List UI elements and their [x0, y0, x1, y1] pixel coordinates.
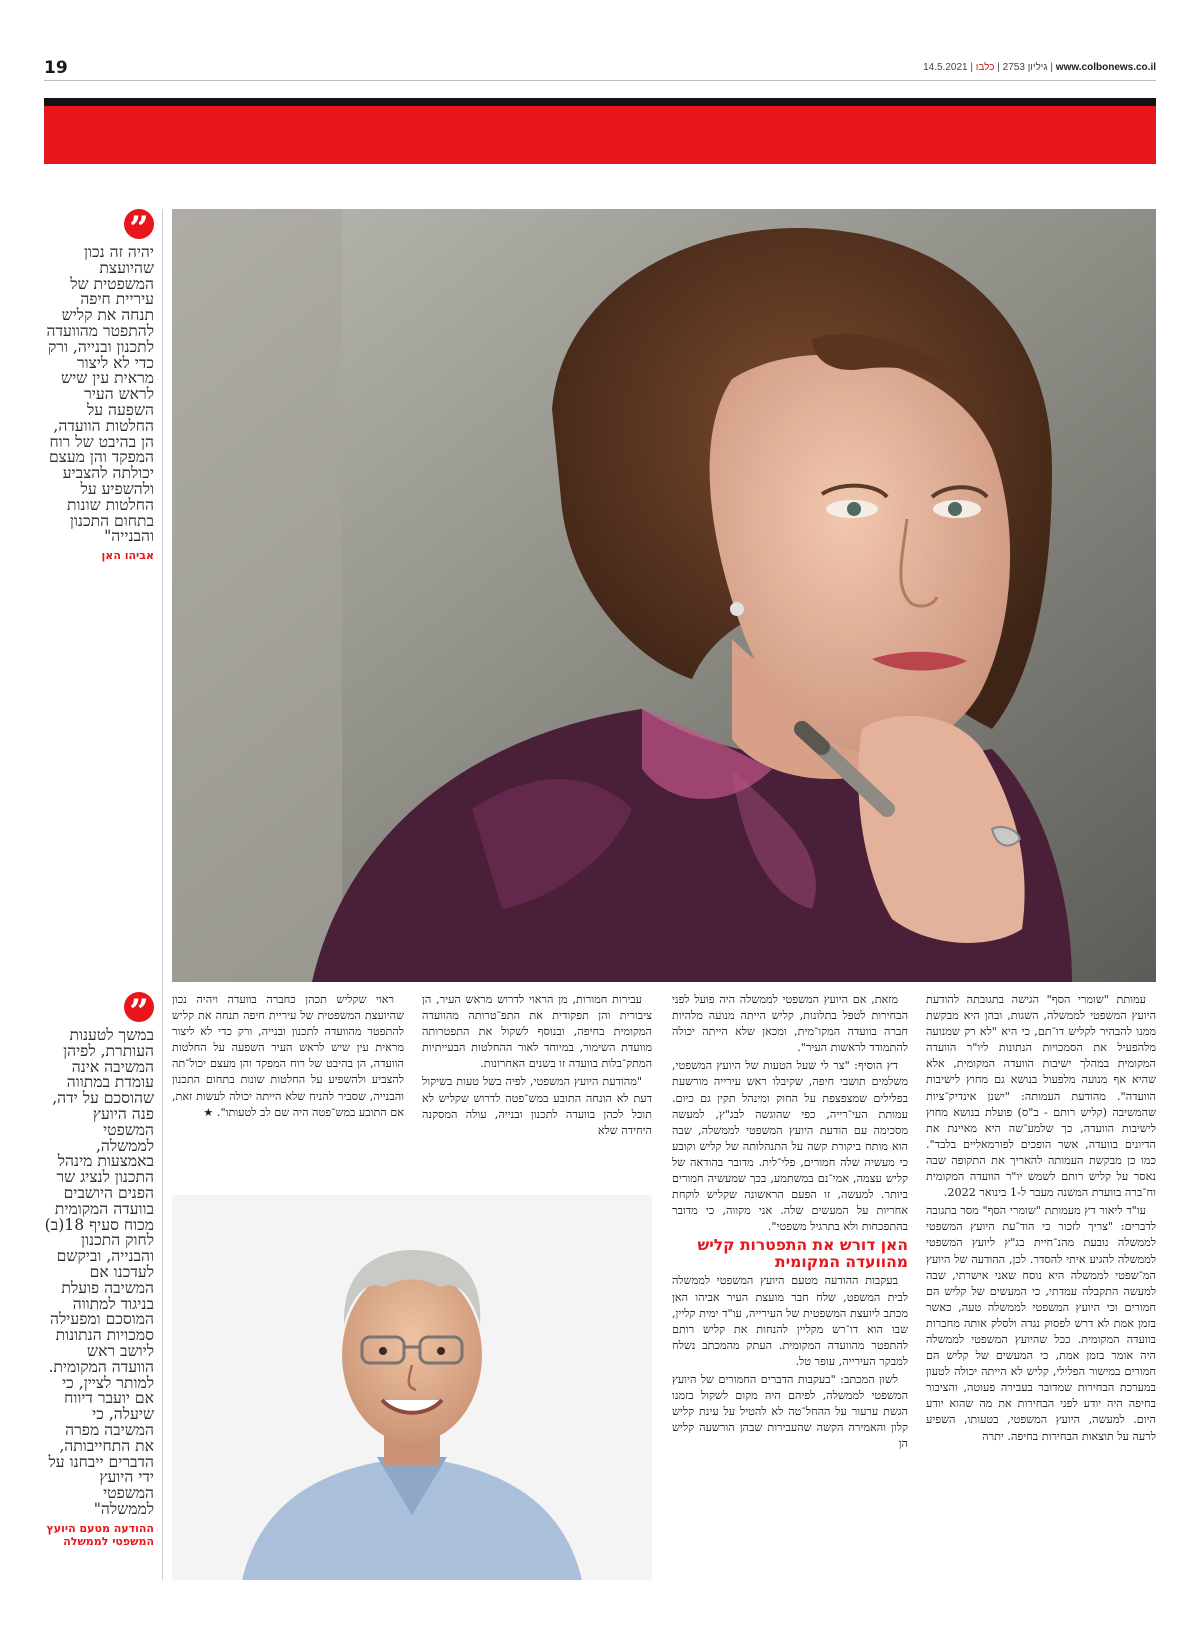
portrait-photo: [172, 1195, 652, 1580]
folio: 14.5.2021 | גיליון 2753 | כלבו | www.colbonews.co.il: [923, 62, 1156, 73]
article-column-1: [926, 992, 1156, 1447]
article-paragraph: בעקבות ההודעה מטעם היועץ המשפטי לממשלה לבית המשפט, שלח חבר מועצת העיר אביהו האן מכתב ליועצת המשפטית של העירייה, עו"ד ימית קליין, שבו הוא דו־רש מקליין להנחות את קליש רותם להתפטר מהוועדה המקומית. העתק מהמכתב נשלח למבקר העירייה, עופר טל.: [672, 1274, 908, 1368]
woman-portrait-icon: [172, 209, 1156, 982]
page-number: 19: [44, 58, 68, 78]
article-column-2: [672, 992, 908, 1454]
article-column-3: [422, 992, 652, 1141]
article-paragraph: עמותת "שומרי הסף" הגישה בתגובתה להודעת היועץ המשפטי לממשלה, השגות, ובהן היא מבקשת ממנו להבהיר לקליש דו־תם, כי היא "לא רק שמנועה מלהפעיל את הסמכויות הנתונות ליו"ר הוועדה המקומית במהלך ישיבות הוועדה המקומית, אלא שהיא אף מנועה מלפעול בנושא גם מחוץ לישיבות הוועדה". מהודעת העמותה: "ישנן אינדיק־ציות שהמשיבה (קליש רותם - ב"ס) פועלת בנושא מחוץ לישיבות הוועדה, כך שלמע־שה היא מאיינת את הדיונים בוועדה, אשר הופכים לפורמאליים בלבד". כמו כן מבקשת העמותה להאריך את התקופה שבה נאסר על קליש רותם לשמש יו"ר הוועדה המקומית וח־ברה בוועדת המשנה מעבר ל-1 בינואר 2022.: [926, 993, 1156, 1200]
pull-quote-1-credit: אביהו האן: [101, 549, 154, 563]
folio-issue: גיליון 2753: [1002, 62, 1048, 73]
folio-date: 14.5.2021: [923, 62, 968, 73]
pull-quote-1: [44, 209, 154, 562]
pull-quote-2: [44, 992, 154, 1548]
article-paragraph: עבירות חמורות, מן הראוי לדרוש מראש העיר, הן ציבורית והן תפקודית את התפ־טרותה מהוועדה המקומית בחיפה, ובנוסף לשקול את התפטרותה מוועדת השימור, במיוחד לאור ההחלטות הבעייתיות המתק־בלות בוועדה זו בשנים האחרונות.: [422, 993, 652, 1071]
article-paragraph: לשון המכתב: "בעקבות הדברים החמורים של היועץ המשפטי לממשלה, לפיהם היה מקום לשקול בזמנו הגשת ערעור על ההחל־טה לא להטיל על עינת קליש קלון והאמירה הקשה שהעבירות שבהן הורשעה קליש הן: [672, 1372, 908, 1451]
article-paragraph: ראוי שקליש תכהן כחברה בוועדה ויהיה נכון שהיועצת המשפטית של עיריית חיפה תנחה את קליש להתפטר מהוועדה לתכנון ובנייה, ורק כדי לא ליצור מראית עין שיש לראש העיר השפעה על החלטות הוועדה, הן בהיבט של רוח המפקד והן מעצם יכול־תה להצביע ולהשפיע על החלטות שונות בתחום התכנון והבנייה, שסביר להניח שלא הייתה יכולה לעשות זאת, אם התובע במש־פטה היה שם לב לטעותו". ★: [172, 993, 404, 1119]
article-paragraph: דץ הוסיף: "צר לי שעל הטעות של היועץ המשפטי, משלמים תושבי חיפה, שקיבלו ראש עירייה מורשעת בפלילים שמצפצפת על החוק ומינהל תקין גם כיום. עמותת העי־רייה, כפי שהוגשה לבג"ץ, למעשה מסכימה עם הודעת היועץ המשפטי לממשלה, שבה הוא מותח ביקורת קשה על התנהלותה של קליש וקובע כי מעשיה שלה חמורים, פלי־לית. מדובר בהודאה של קליש עצמה, אמי־נם במשתמע, בכך שמעשיה חמורים ביותר. למעשה, זו הפעם הראשונה שקליש לוקחת אחריות על המעשים שלה. אני מקווה, כי מדובר בהתפכחות ולא בתרגיל משפטי".: [672, 1059, 908, 1234]
pull-quote-2-credit: ההודעה מטעם היועץ המשפטי לממשלה: [46, 1521, 154, 1548]
header-rule: [44, 80, 1156, 81]
quote-mark-icon: ”: [124, 992, 154, 1022]
article-column-4: [172, 992, 404, 1123]
pull-quote-1-text: יהיה זה נכון שהיועצת המשפטית של עיריית חיפה תנחה את קליש להתפטר מהוועדה לתכנון ובנייה, ורק כדי לא ליצור מראית עין שיש לראש העיר השפעה על החלטות הוועדה, הן בהיבט של רוח המפקד והן מעצם יכולתה להצביע ולהשפיע על החלטות שונות בתחום התכנון והבנייה": [46, 243, 154, 546]
pull-quote-2-text: במשך לטענות העותרת, לפיהן המשיבה אינה עומדת במתווה שהוסכם על ידה, פנה היועץ המשפטי לממשלה, באמצעות מינהל התכנון לנציג שר הפנים היושבים בוועדה המקומית מכוח סעיף 18(ב) לחוק התכנון והבנייה, וביקשם לעדכנו אם המשיבה פועלת בניגוד למתווה המוסכם ומפעילה סמכויות הנתונות ליושב ראש הוועדה המקומית. למותר לציין, כי אם יועבר דיווח שיעלה, כי המשיבה מפרה את התחייבותה, הדברים ייבחנו על ידי היועץ המשפטי לממשלה": [44, 1026, 154, 1518]
man-portrait-icon: [172, 1195, 652, 1580]
article-paragraph: "מהודעת היועץ המשפטי, לפיה בשל טעות בשיקול דעת לא הונחה התובע במש־פטה לדרוש שקליש לא תוכל לכהן בוועדה לתכנון ובנייה, עולה המסקנה היחידה שלא: [422, 1075, 652, 1137]
banner-red: [44, 106, 1156, 164]
folio-site[interactable]: www.colbonews.co.il: [1055, 62, 1156, 73]
banner-top-stripe: [44, 98, 1156, 106]
main-photo: [172, 209, 1156, 982]
article-subhead: האן דורש את התפטרות קליש מהוועדה המקומית: [697, 1236, 908, 1272]
article-paragraph: מזאת, אם היועץ המשפטי לממשלה היה פועל לפני הבחירות לטפל בתלונות, קליש הייתה מנועה מלהיות חברה בוועדה המקו־מית, ומכאן שלא הייתה יכולה להתמודד לראשות העיר".: [672, 993, 908, 1055]
column-divider: [162, 209, 163, 1580]
quote-mark-icon: ”: [124, 209, 154, 239]
folio-brand: כלבו: [975, 62, 995, 73]
article-paragraph: עו"ד ליאור דץ מעמותת "שומרי הסף" מסר בתגובה לדברים: "צריך לזכור כי הוד־עת היועץ המשפטי לממשלה נובעת מהנ־חיית בג"ץ ליועץ המשפטי לממשלה להגיע איתי להסדר. לכן, ההודעה של היועץ המ־שפטי לממשלה היא נוסח שאני אישרתי, שבה למעשה התקבלה עמדתי, כי המעשים של קליש הם חמורים וכי היועץ המשפטי לממשלה טעה, כאשר בזמן אמת לא דרש לפסוק נגדה ולסלק אותה מחברות בוועדה המקומית. ככל שהיועץ המשפטי לממשלה היה אומר בזמן אמת, כי המעשים של קליש הם חמורים במישור הפלילי, קליש לא הייתה יכולה לטעון במערכת הבחירות שמדובר בעבירה פעוטה, והציבור בחיפה היה יודע לפני הבחירות את מה שהוא יודע היום. למעשה, היועץ המשפטי, בטעותו, השפיע לרעה על תוצאות הבחירות בחיפה. יתרה: [926, 1204, 1156, 1443]
